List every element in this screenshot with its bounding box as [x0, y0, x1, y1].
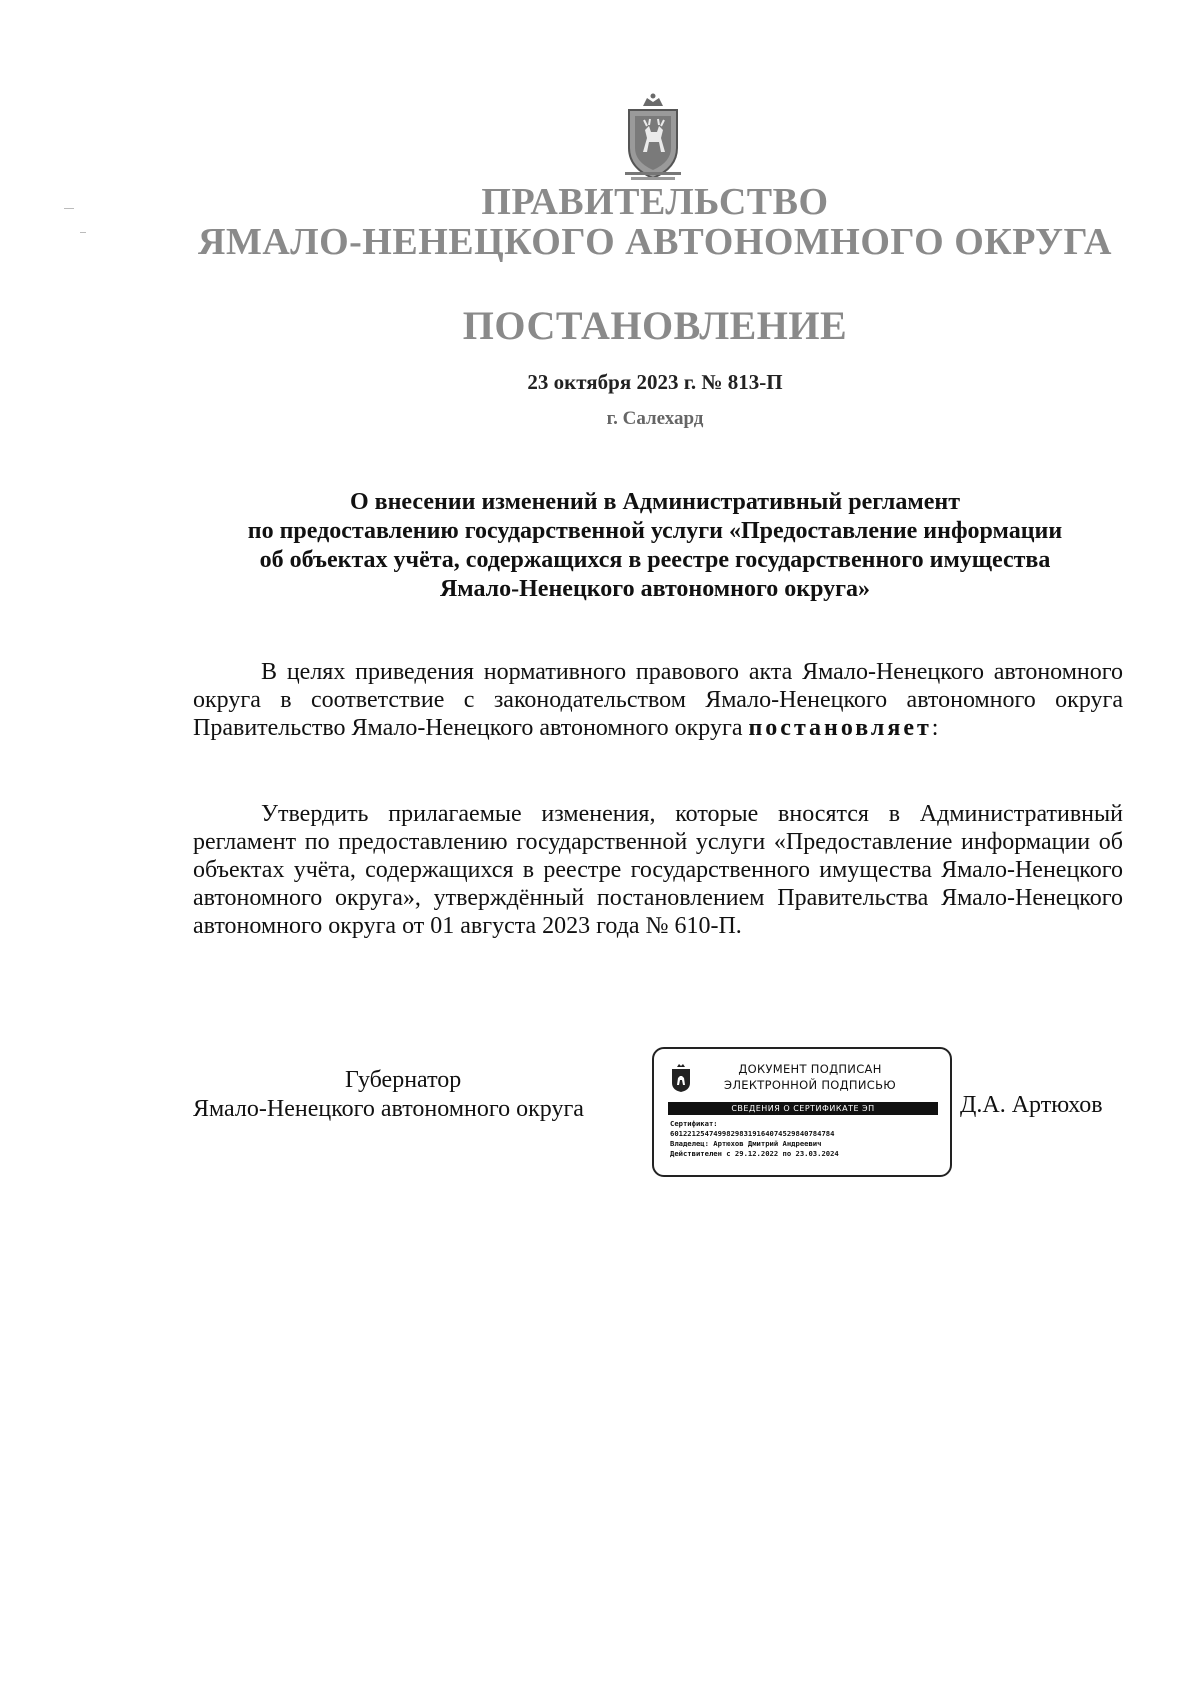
- stamp-cert-label: Сертификат:: [670, 1119, 718, 1128]
- stamp-certificate-bar: СВЕДЕНИЯ О СЕРТИФИКАТЕ ЭП: [668, 1102, 938, 1115]
- stamp-title-line2: ЭЛЕКТРОННОЙ ПОДПИСЬЮ: [724, 1078, 896, 1092]
- stamp-cert-number: 60122125474998298319164074529840784784: [670, 1129, 835, 1138]
- signatory-position-line1: Губернатор: [345, 1067, 462, 1093]
- document-subject: [190, 488, 1120, 604]
- preamble-colon: :: [931, 715, 939, 741]
- signatory-position-line2: Ямало-Ненецкого автономного округа: [193, 1096, 584, 1122]
- subject-line: О внесении изменений в Административный регламент: [349, 489, 961, 515]
- subject-line: Ямало-Ненецкого автономного округа»: [439, 576, 871, 602]
- signatory-name: Д.А. Артюхов: [960, 1092, 1103, 1118]
- preamble-text: В целях приведения нормативного правового акта Ямало-Ненецкого автономного округа в соответствие с законодательством Ямало-Ненецкого автономного округа Правительство Ямало-Ненецкого автономного округа: [193, 659, 1123, 741]
- signatory-position: [193, 1066, 643, 1124]
- stamp-validity: Действителен с 29.12.2022 по 23.03.2024: [670, 1149, 839, 1158]
- coat-of-arms-small-icon: [670, 1063, 692, 1093]
- stamp-details: [670, 1119, 839, 1159]
- coat-of-arms-icon: [617, 92, 689, 182]
- resolution-paragraph: Утвердить прилагаемые изменения, которые вносятся в Административный регламент по предоставлению государственной услуги «Предоставление информации об объектах учёта, содержащихся в реестре государственного имущества Ямало-Ненецкого автономного округа», утверждённый постановлением Правительства Ямало-Ненецкого автономного округа от 01 августа 2023 года № 610-П.: [193, 801, 1123, 939]
- preamble-paragraph: [193, 658, 1123, 742]
- subject-line: по предоставлению государственной услуги «Предоставление информации: [247, 518, 1063, 544]
- subject-line: об объектах учёта, содержащихся в реестре государственного имущества: [259, 547, 1051, 573]
- government-title-line2: ЯМАЛО-НЕНЕЦКОГО АВТОНОМНОГО ОКРУГА: [198, 221, 1112, 263]
- document-date-number: 23 октября 2023 г. № 813-П: [527, 370, 783, 394]
- stamp-title: [710, 1061, 910, 1093]
- document-type-heading: ПОСТАНОВЛЕНИЕ: [462, 303, 848, 348]
- electronic-signature-stamp: [652, 1047, 952, 1177]
- document-city: г. Салехард: [606, 408, 704, 429]
- stamp-title-line1: ДОКУМЕНТ ПОДПИСАН: [738, 1062, 882, 1076]
- preamble-verb: постановляет: [748, 715, 932, 741]
- government-title-line1: ПРАВИТЕЛЬСТВО: [481, 181, 829, 223]
- stamp-owner: Владелец: Артюхов Дмитрий Андреевич: [670, 1139, 822, 1148]
